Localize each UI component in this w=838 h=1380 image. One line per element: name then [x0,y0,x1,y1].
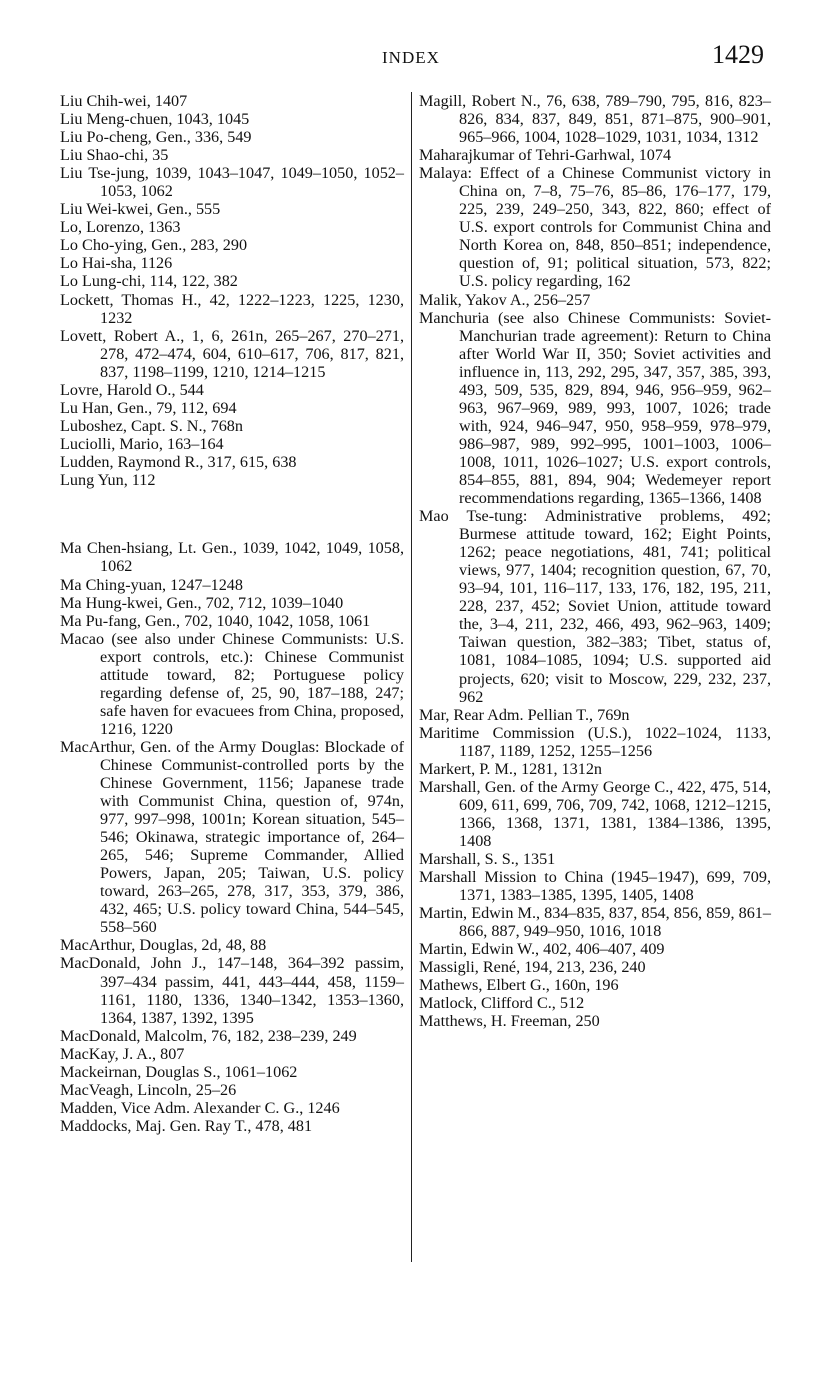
index-entry: MacKay, J. A., 807 [60,1044,185,1063]
index-entry: MacArthur, Gen. of the Army Douglas: Blockade of Chinese Communist-controlled ports by the Chinese Government, 1156; Japanese trade with Communist China, question of, 974n, 977, 997–998, 1001n; Korean situation, 545–546; Okinawa, strategic importance of, 264–265, 546; Supreme Commander, Allied Powers, Japan, 205; Taiwan, U.S. policy toward, 263–265, 278, 317, 353, 379, 386, 432, 465; U.S. policy toward China, 544–545, 558–560 [60,737,404,937]
index-entry: Marshall, S. S., 1351 [419,849,556,868]
index-entry: Maharajkumar of Tehri-Garhwal, 1074 [419,146,672,165]
index-entry: Lo Cho-ying, Gen., 283, 290 [60,236,248,255]
index-entry: Maritime Commission (U.S.), 1022–1024, 1133, 1187, 1189, 1252, 1255–1256 [419,723,771,760]
index-entry: Lung Yun, 112 [60,470,156,489]
index-entry: Mathews, Elbert G., 160n, 196 [419,976,619,995]
index-entry: Maddocks, Maj. Gen. Ray T., 478, 481 [60,1116,313,1135]
letter-group-gap [60,505,404,523]
index-column-left [60,92,404,1135]
index-entry: Mackeirnan, Douglas S., 1061–1062 [60,1062,298,1081]
index-entry: Lu Han, Gen., 79, 112, 694 [60,398,237,417]
index-column-right [419,92,771,1030]
index-entry: Matthews, H. Freeman, 250 [419,1012,600,1031]
index-entry: Marshall Mission to China (1945–1947), 699, 709, 1371, 1383–1385, 1395, 1405, 1408 [419,868,771,905]
index-entry: Macao (see also under Chinese Communists: U.S. export controls, etc.): Chinese Communist attitude toward, 82; Portuguese policy regarding defense of, 25, 90, 187–188, 247; safe haven for evacuees from China, proposed, 1216, 1220 [60,629,404,738]
index-entry: Ludden, Raymond R., 317, 615, 638 [60,452,297,471]
index-entry: Ma Chen-hsiang, Lt. Gen., 1039, 1042, 1049, 1058, 1062 [60,539,404,576]
running-head-title: INDEX [382,48,440,67]
index-entry: Ma Hung-kwei, Gen., 702, 712, 1039–1040 [60,593,344,612]
index-entry: MacArthur, Douglas, 2d, 48, 88 [60,936,267,955]
index-entry: Malaya: Effect of a Chinese Communist victory in China on, 7–8, 75–76, 85–86, 176–177, 179, 225, 239, 249–250, 343, 822, 860; effect of U.S. export controls for Communist China and North Korea on, 848, 850–851; independence, question of, 91; political situation, 573, 822; U.S. policy regarding, 162 [419,164,771,291]
index-entry: Lockett, Thomas H., 42, 1222–1223, 1225, 1230, 1232 [60,290,404,327]
index-entry: Liu Meng-chuen, 1043, 1045 [60,110,250,129]
index-entry: Luboshez, Capt. S. N., 768n [60,416,243,435]
index-entry: Martin, Edwin M., 834–835, 837, 854, 856, 859, 861–866, 887, 949–950, 1016, 1018 [419,904,771,941]
index-entry: Lovre, Harold O., 544 [60,380,204,399]
index-entry: Liu Po-cheng, Gen., 336, 549 [60,128,252,147]
index-entry: Lo, Lorenzo, 1363 [60,218,181,237]
index-entry: Madden, Vice Adm. Alexander C. G., 1246 [60,1098,340,1117]
index-entry: Mao Tse-tung: Administrative problems, 492; Burmese attitude toward, 162; Eight Points, 1262; peace negotiations, 481, 741; political views, 977, 1404; recognition question, 67, 70, 93–94, 101, 116–117, 133, 176, 182, 195, 211, 228, 237, 452; Soviet Union, attitude toward the, 3–4, 211, 232, 466, 493, 962–963, 1409; Taiwan question, 382–383; Tibet, status of, 1081, 1084–1085, 1094; U.S. supported aid projects, 620; visit to Moscow, 229, 232, 237, 962 [419,507,771,706]
index-entry: Ma Ching-yuan, 1247–1248 [60,575,243,594]
index-entry: Malik, Yakov A., 256–257 [419,290,591,309]
index-entry: Liu Shao-chi, 35 [60,146,169,165]
index-entry: Lovett, Robert A., 1, 6, 261n, 265–267, 270–271, 278, 472–474, 604, 610–617, 706, 817, 821, 837, 1198–1199, 1210, 1214–1215 [60,326,404,381]
index-entry: Luciolli, Mario, 163–164 [60,434,224,453]
index-entry: Liu Wei-kwei, Gen., 555 [60,200,221,219]
column-divider [411,92,412,1262]
index-entry: MacDonald, Malcolm, 76, 182, 238–239, 249 [60,1026,357,1045]
index-entry: Lo Hai-sha, 1126 [60,254,173,273]
index-entry: Massigli, René, 194, 213, 236, 240 [419,958,646,977]
index-entry: Liu Chih-wei, 1407 [60,92,188,110]
index-entry: MacVeagh, Lincoln, 25–26 [60,1080,237,1099]
index-entry: Martin, Edwin W., 402, 406–407, 409 [419,940,665,959]
index-entry: Magill, Robert N., 76, 638, 789–790, 795, 816, 823–826, 834, 837, 849, 851, 871–875, 900–901, 965–966, 1004, 1028–1029, 1031, 1034, 1312 [419,92,771,147]
page-header [0,40,838,80]
index-entry: Ma Pu-fang, Gen., 702, 1040, 1042, 1058, 1061 [60,611,371,630]
index-entry: Lo Lung-chi, 114, 122, 382 [60,272,238,291]
index-entry: Markert, P. M., 1281, 1312n [419,759,603,778]
index-entry: Marshall, Gen. of the Army George C., 422, 475, 514, 609, 611, 699, 706, 709, 742, 1068, 1212–1215, 1366, 1368, 1371, 1381, 1384–1386, 1395, 1408 [419,777,771,850]
index-entry: Manchuria (see also Chinese Communists: Soviet-Manchurian trade agreement): Return to China after World War II, 350; Soviet activities and influence in, 113, 292, 295, 347, 357, 385, 393, 493, 509, 535, 829, 894, 946, 956–959, 962–963, 967–969, 989, 993, 1007, 1026; trade with, 924, 946–947, 950, 958–959, 978–979, 986–987, 989, 992–995, 1001–1003, 1006–1008, 1011, 1026–1027; U.S. export controls, 854–855, 881, 894, 904; Wedemeyer report recommendations regarding, 1365–1366, 1408 [419,308,771,508]
index-entry: Mar, Rear Adm. Pellian T., 769n [419,705,630,724]
index-entry: Liu Tse-jung, 1039, 1043–1047, 1049–1050, 1052–1053, 1062 [60,164,404,201]
page-number: 1429 [712,40,764,69]
index-entry: MacDonald, John J., 147–148, 364–392 passim, 397–434 passim, 441, 443–444, 458, 1159–1161, 1180, 1336, 1340–1342, 1353–1360, 1364, 1387, 1392, 1395 [60,954,404,1027]
index-entry: Matlock, Clifford C., 512 [419,994,585,1013]
